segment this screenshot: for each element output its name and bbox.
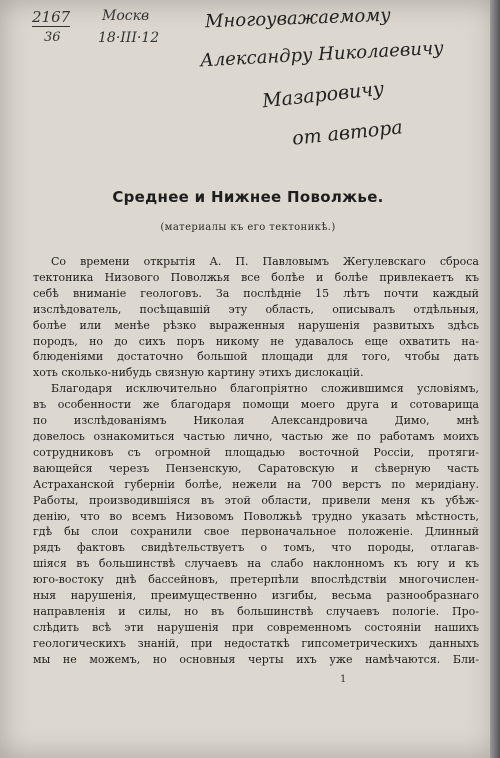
text-line: направленія и силы, но въ большинствѣ случаевъ пологіе. Про- xyxy=(33,604,479,618)
dedication-line-2: Александру Николаевичу xyxy=(199,37,445,72)
text-line: сотрудниковъ съ огромной площадью восточной Россіи, протяги- xyxy=(33,445,479,459)
text-line: вающейся черезъ Пензенскую, Саратовскую и сѣверную часть xyxy=(33,461,479,475)
text-line: Благодаря исключительно благопріятно сложившимся условіямъ, xyxy=(51,382,479,396)
page-edge-shadow xyxy=(490,0,500,758)
text-line: рядъ фактовъ свидѣтельствуетъ о томъ, что породы, отлагав- xyxy=(33,541,479,555)
document-title: Среднее и Нижнее Поволжье. xyxy=(112,188,384,206)
text-line: Астраханской губерніи болѣе, нежели на 700 верстъ по меридіану. xyxy=(33,477,479,491)
body-text xyxy=(33,254,479,668)
text-line: тектоника Низового Поволжья все болѣе и болѣе привлекаетъ къ xyxy=(33,270,479,284)
text-line: блюденіями достаточно большой площади для того, чтобы дать xyxy=(33,350,479,364)
catalog-stamp-sub: 36 xyxy=(44,30,61,45)
text-line: мы не можемъ, но основныя черты ихъ уже намѣчаются. Бли- xyxy=(33,652,479,666)
text-line: себѣ вниманіе геологовъ. За послѣдніе 15 лѣтъ почти каждый xyxy=(33,286,479,300)
text-line: денію, что во всемъ Низовомъ Поволжьѣ трудно указать мѣстность, xyxy=(33,509,479,523)
text-line: хоть сколько-нибудь связную картину этихъ дислокацій. xyxy=(33,366,364,380)
text-line: шіяся въ большинствѣ случаевъ на слабо наклонномъ къ югу и къ xyxy=(33,557,479,571)
text-line: въ особенности же благодаря помощи моего друга и сотоварища xyxy=(33,398,479,412)
text-line: ныя нарушенія, преимущественно изгибы, весьма разнообразнаго xyxy=(33,589,479,603)
dedication-line-4: от автора xyxy=(291,116,404,150)
document-subtitle: (материалы къ его тектоникѣ.) xyxy=(160,222,336,233)
catalog-stamp-place: Москв xyxy=(102,8,150,24)
text-line: по изслѣдованіямъ Николая Александровича Димо, мнѣ xyxy=(33,414,479,428)
page-number: 1 xyxy=(340,674,347,685)
catalog-stamp-date: 18·III·12 xyxy=(98,30,160,46)
text-line: довелось ознакомиться частью лично, частью же по работамъ моихъ xyxy=(33,429,479,443)
text-line: изслѣдователь, посѣщавшій эту область, описывалъ отдѣльныя, xyxy=(33,302,479,316)
text-line: породъ, но до сихъ поръ никому не удавалось еще охватить на- xyxy=(33,334,479,348)
text-line: Работы, производившіяся въ этой области, привели меня къ убѣж- xyxy=(33,493,479,507)
text-line: геологическихъ знаній, при недостаткѣ гипсометрическихъ данныхъ xyxy=(33,636,479,650)
text-line: юго-востоку днѣ бассейновъ, претерпѣли впослѣдствіи многочислен- xyxy=(33,573,479,587)
dedication-line-3: Мазаровичу xyxy=(261,77,386,113)
catalog-stamp-number: 2167 xyxy=(32,8,71,26)
text-line: гдѣ бы слои сохранили свое первоначальное положеніе. Длинный xyxy=(33,525,479,539)
text-line: слѣдить всѣ эти нарушенія при современномъ состояніи нашихъ xyxy=(33,620,479,634)
dedication-line-1: Многоуважаемому xyxy=(204,4,391,33)
text-line: болѣе или менѣе рѣзко выраженныя нарушенія развитыхъ здѣсь xyxy=(33,318,479,332)
text-line: Со времени открытія А. П. Павловымъ Жегулевскаго сброса xyxy=(51,255,479,268)
